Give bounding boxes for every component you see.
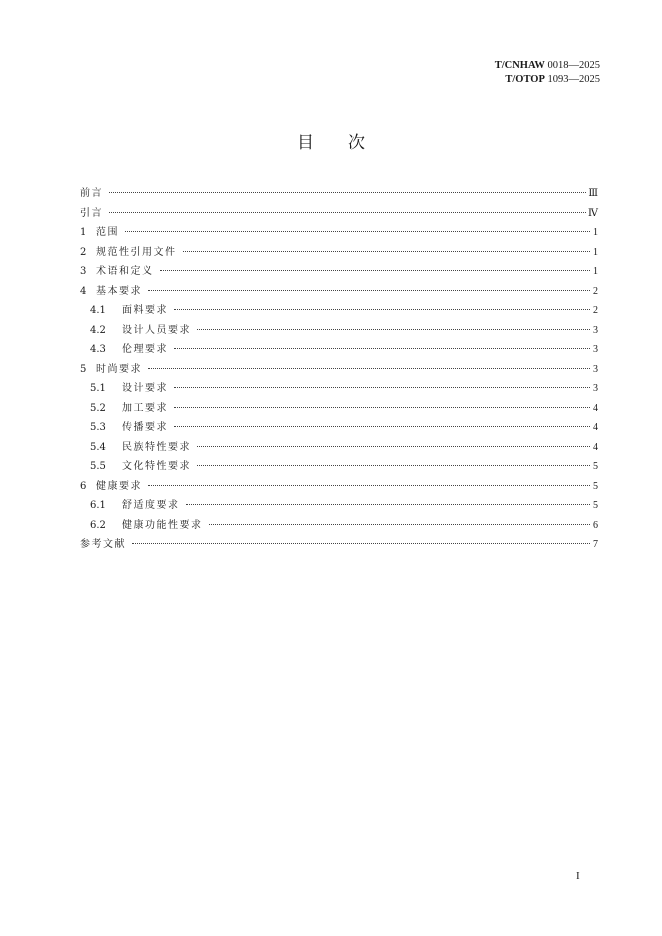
toc-entry[interactable] [80,399,598,419]
toc-entry[interactable] [80,379,598,399]
toc-entry-label: 设计人员要求 [122,324,191,336]
toc-dot-leader [186,504,591,505]
toc-entry-label: 术语和定义 [96,266,154,277]
standard-org-2: T/OTOP [505,74,545,85]
toc-entry-number: 6.2 [90,519,106,531]
toc-entry[interactable] [80,262,598,282]
toc-entry-label: 传播要求 [122,422,168,433]
toc-entry-label: 伦理要求 [122,344,168,355]
toc-entry-label: 前言 [80,188,103,199]
toc-entry-number: 5.1 [90,383,106,394]
toc-dot-leader [132,543,590,544]
toc-entry-page: 2 [593,285,598,297]
toc-entry[interactable] [80,457,598,477]
toc-dot-leader [148,485,590,486]
toc-entry[interactable] [80,535,598,555]
toc-entry[interactable] [80,282,598,302]
toc-entry-number: 4 [80,285,87,297]
toc-entry-page: 1 [593,227,598,238]
toc-entry-page: 5 [593,480,598,492]
toc-entry[interactable] [80,418,598,438]
toc-entry-page: 4 [593,422,598,433]
toc-entry-label: 规范性引用文件 [96,246,177,258]
toc-dot-leader [160,270,591,271]
toc-entry-label: 文化特性要求 [122,461,191,472]
toc-entry-page: 1 [593,266,598,277]
toc-entry-page: Ⅳ [588,207,598,219]
table-of-contents [80,184,598,555]
toc-entry-label: 设计要求 [122,383,168,394]
toc-entry-page: 5 [593,500,598,511]
toc-entry-number: 4.1 [90,305,106,316]
toc-entry[interactable] [80,438,598,458]
standard-code-1 [495,59,600,73]
toc-entry-number: 5.5 [90,461,106,472]
toc-dot-leader [125,231,590,232]
toc-entry-label: 范围 [96,227,119,238]
toc-entry-number: 1 [80,227,87,238]
toc-entry-number: 6 [80,480,87,492]
toc-entry-page: 7 [593,539,598,550]
toc-entry-label: 参考文献 [80,539,126,550]
toc-dot-leader [174,407,590,408]
toc-dot-leader [148,290,590,291]
toc-entry-label: 健康功能性要求 [122,519,203,531]
toc-entry-page: 5 [593,461,598,472]
toc-dot-leader [197,465,590,466]
toc-entry-page: 3 [593,363,598,375]
standard-codes [495,59,600,87]
toc-entry-label: 舒适度要求 [122,500,180,511]
toc-entry[interactable] [80,360,598,380]
toc-entry-label: 民族特性要求 [122,441,191,453]
standard-number-2: 1093—2025 [544,74,600,85]
toc-entry[interactable] [80,477,598,497]
toc-entry-page: 3 [593,344,598,355]
toc-entry-number: 4.3 [90,344,106,355]
toc-dot-leader [148,368,590,369]
toc-entry[interactable] [80,243,598,263]
toc-entry[interactable] [80,184,598,204]
toc-entry[interactable] [80,516,598,536]
toc-entry-number: 5.4 [90,441,106,453]
standard-org-1: T/CNHAW [494,60,545,71]
toc-entry-label: 时尚要求 [96,363,142,375]
toc-entry-number: 2 [80,246,87,258]
toc-entry-label: 引言 [80,207,103,219]
toc-entry[interactable] [80,496,598,516]
toc-entry-number: 5.2 [90,402,106,414]
toc-dot-leader [174,348,590,349]
toc-dot-leader [174,387,590,388]
toc-entry[interactable] [80,223,598,243]
toc-entry-number: 6.1 [90,500,106,511]
toc-entry-label: 面料要求 [122,305,168,316]
toc-entry-label: 加工要求 [122,402,168,414]
toc-entry-number: 3 [80,266,87,277]
toc-entry-page: 2 [593,305,598,316]
toc-entry-number: 5.3 [90,422,106,433]
toc-entry-page: Ⅲ [588,188,598,199]
toc-dot-leader [197,329,590,330]
toc-entry-number: 5 [80,363,87,375]
toc-dot-leader [109,192,586,193]
toc-dot-leader [183,251,591,252]
page-title: 目次 [297,133,399,153]
page-number: I [576,870,580,882]
toc-entry-page: 4 [593,402,598,414]
toc-entry-page: 1 [593,246,598,258]
toc-entry-page: 4 [593,441,598,453]
toc-dot-leader [174,309,590,310]
toc-dot-leader [209,524,591,525]
toc-entry-page: 3 [593,324,598,336]
toc-dot-leader [197,446,590,447]
standard-code-2 [495,73,600,87]
standard-number-1: 0018—2025 [544,60,600,71]
toc-entry[interactable] [80,321,598,341]
toc-entry[interactable] [80,340,598,360]
toc-dot-leader [109,212,586,213]
toc-entry-label: 基本要求 [96,285,142,297]
toc-entry-number: 4.2 [90,324,106,336]
toc-entry-page: 3 [593,383,598,394]
toc-dot-leader [174,426,590,427]
toc-entry[interactable] [80,301,598,321]
toc-entry[interactable] [80,204,598,224]
toc-entry-page: 6 [593,519,598,531]
toc-entry-label: 健康要求 [96,480,142,492]
